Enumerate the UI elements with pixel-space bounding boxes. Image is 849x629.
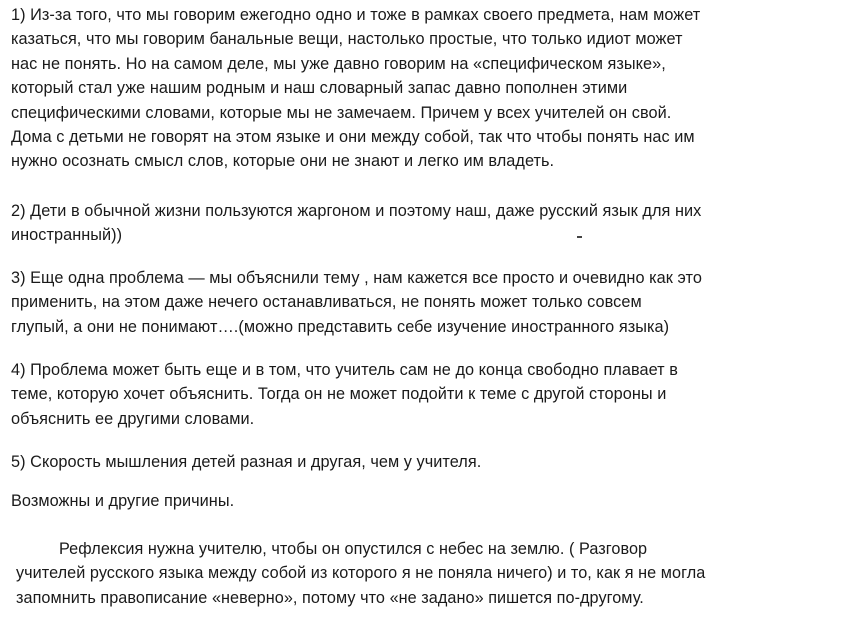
- text-line: применить, на этом даже нечего останавливаться, не понять может только совсем: [11, 293, 642, 312]
- paragraph-reflection: [16, 537, 846, 610]
- text-line: нас не понять. Но на самом деле, мы уже давно говорим на «специфическом языке»,: [11, 54, 666, 73]
- text-line: Дома с детьми не говорят на этом языке и они между собой, так что чтобы понять нас им: [11, 128, 695, 147]
- text-line: 5) Скорость мышления детей разная и другая, чем у учителя.: [11, 453, 482, 471]
- text-line: специфическими словами, которые мы не замечаем. Причем у всех учителей он свой.: [11, 103, 672, 122]
- text-line: запомнить правописание «неверно», потому что «не задано» пишется по-другому.: [16, 588, 644, 607]
- scan-speck: [577, 236, 582, 238]
- text-line: 1) Из-за того, что мы говорим ежегодно одно и тоже в рамках своего предмета, нам может: [11, 6, 701, 24]
- text-line: теме, которую хочет объяснить. Тогда он не может подойти к теме с другой стороны и: [11, 385, 667, 404]
- text-line: иностранный)): [11, 226, 123, 245]
- paragraph-item-4: [11, 358, 841, 431]
- paragraph-item-3: [11, 266, 841, 339]
- text-line: нужно осознать смысл слов, которые они не знают и легко им владеть.: [11, 152, 555, 171]
- text-line: казаться, что мы говорим банальные вещи, настолько простые, что только идиот может: [11, 30, 683, 49]
- text-line: глупый, а они не понимают….(можно представить себе изучение иностранного языка): [11, 317, 670, 336]
- text-line: который стал уже нашим родным и наш словарный запас давно пополнен этими: [11, 79, 628, 98]
- text-line: 4) Проблема может быть еще и в том, что учитель сам не до конца свободно плавает в: [11, 361, 678, 379]
- text-line: 2) Дети в обычной жизни пользуются жаргоном и поэтому наш, даже русский язык для них: [11, 202, 702, 220]
- text-line: 3) Еще одна проблема — мы объяснили тему , нам кажется все просто и очевидно как это: [11, 269, 702, 287]
- text-line: Возможны и другие причины.: [11, 492, 235, 510]
- text-line: объяснить ее другими словами.: [11, 409, 255, 428]
- paragraph-item-2: [11, 199, 841, 248]
- paragraph-item-5: [11, 450, 841, 474]
- text-line: учителей русского языка между собой из которого я не поняла ничего) и то, как я не могла: [16, 564, 706, 583]
- paragraph-item-1: [11, 3, 841, 174]
- text-line: Рефлексия нужна учителю, чтобы он опустился с небес на землю. ( Разговор: [59, 540, 648, 558]
- paragraph-other-reasons: [11, 489, 841, 513]
